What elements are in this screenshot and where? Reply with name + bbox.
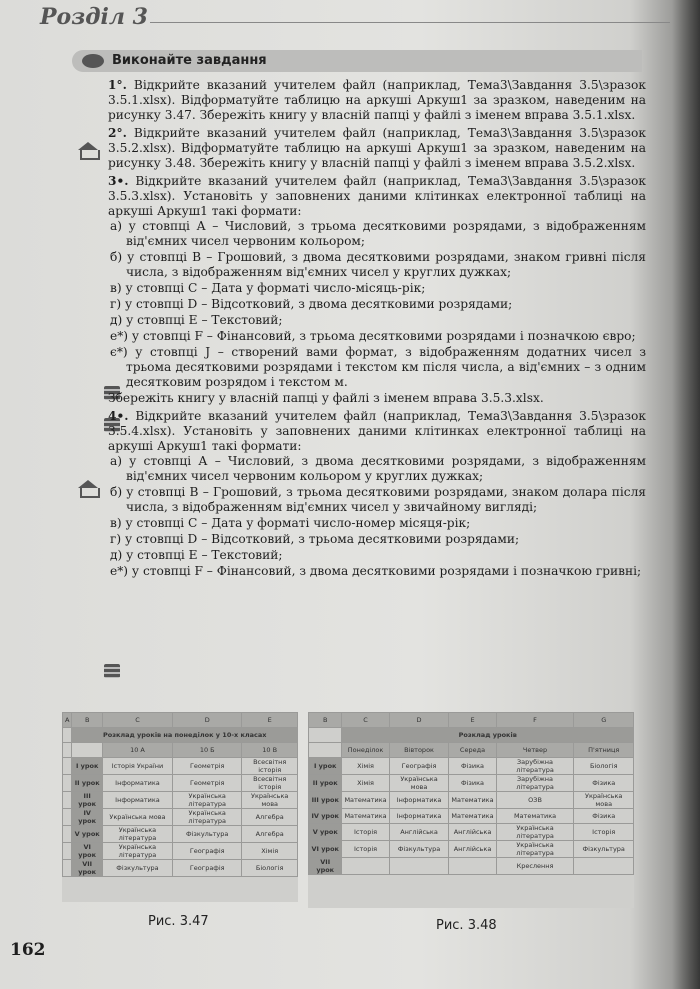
table-row <box>309 809 634 824</box>
table-cell: П'ятниця <box>574 743 634 758</box>
table-cell <box>309 743 342 758</box>
table-cell: Інформатика <box>102 775 172 792</box>
table-cell: Англійська <box>449 841 496 858</box>
table-cell: ІІІ урок <box>72 792 102 809</box>
task-3-save: Збережіть книгу у власній папці у файлі з іменем вправа 3.5.3.xlsx. <box>108 391 544 405</box>
table-cell: IV урок <box>72 809 102 826</box>
task-3-item: д) у стовпці Е – Текстовий; <box>110 313 283 327</box>
table-cell: І урок <box>309 758 342 775</box>
task-2: 2°. Відкрийте вказаний учителем файл (наприклад, Тема3\Завдання 3.5\зразок 3.5.2.xlsx). Відформатуйте таблицю на аркуші Аркуш1 за зразком, наведеним на рисунку 3.48. Збережіть книгу у власній папці у файлі з іменем вправа 3.5.2.xlsx. <box>108 126 646 170</box>
table-cell: Інформатика <box>102 792 172 809</box>
table-cell <box>63 792 72 809</box>
table-cell: Інформатика <box>389 792 449 809</box>
table-cell: Фізика <box>574 809 634 824</box>
table-cell: Математика <box>449 809 496 824</box>
task-3-item: е*) у стовпці F – Фінансовий, з трьома десятковими розрядами і позначкою євро; <box>110 329 636 343</box>
table-cell: V урок <box>309 824 342 841</box>
header-rule <box>150 22 670 23</box>
table-cell: Біологія <box>242 860 298 877</box>
home-icon <box>80 488 100 498</box>
caption-3-48: Рис. 3.48 <box>436 918 497 933</box>
table-row <box>63 809 298 826</box>
table-cell: Математика <box>342 809 389 824</box>
table-cell: Українська мова <box>389 775 449 792</box>
table-cell <box>309 728 342 743</box>
table-cell: Хімія <box>242 843 298 860</box>
table-cell: Геометрія <box>173 758 242 775</box>
caption-3-47: Рис. 3.47 <box>148 914 209 929</box>
table-row <box>309 858 634 875</box>
table-cell <box>63 843 72 860</box>
table-cell: VII урок <box>309 858 342 875</box>
table-cell: Географія <box>389 758 449 775</box>
table-cell: Зарубіжна література <box>496 775 574 792</box>
table-row <box>309 841 634 858</box>
table-cell: Українська мова <box>102 809 172 826</box>
table-row <box>63 713 298 728</box>
table-cell <box>63 860 72 877</box>
task-4-item: а) у стовпці А – Числовий, з двома десятковими розрядами, з відображенням від'ємних чисел червоним кольором у круглих дужках; <box>110 454 646 483</box>
table-cell: Історія <box>342 841 389 858</box>
leaf-icon <box>82 54 104 68</box>
table-cell: Англійська <box>389 824 449 841</box>
table-row <box>309 792 634 809</box>
table-cell: Українська література <box>496 841 574 858</box>
table-row <box>63 743 298 758</box>
task-4-item: б) у стовпці В – Грошовий, з трьома десятковими розрядами, знаком долара після числа, з відображенням від'ємних чисел у звичайному вигляді; <box>110 485 646 514</box>
task-4-item: д) у стовпці Е – Текстовий; <box>110 548 283 562</box>
table-row <box>63 860 298 877</box>
table-cell: ІІ урок <box>309 775 342 792</box>
table-cell: Українська мова <box>574 792 634 809</box>
table-cell: Українська література <box>496 824 574 841</box>
table-cell: 10 Б <box>173 743 242 758</box>
table-cell: Інформатика <box>389 809 449 824</box>
table-cell: Математика <box>342 792 389 809</box>
table-cell <box>574 858 634 875</box>
table-cell: Математика <box>449 792 496 809</box>
table-cell: ОЗВ <box>496 792 574 809</box>
tasks-banner-label: Виконайте завдання <box>112 53 267 68</box>
table-row <box>63 775 298 792</box>
table-row <box>309 743 634 758</box>
table-cell: Історія України <box>102 758 172 775</box>
table-cell <box>449 858 496 875</box>
page-number: 162 <box>10 940 46 960</box>
table-cell: ІІ урок <box>72 775 102 792</box>
table-cell: Біологія <box>574 758 634 775</box>
table-cell: Креслення <box>496 858 574 875</box>
task-3-item: а) у стовпці А – Числовий, з трьома десятковими розрядами, з відображенням від'ємних чисел червоним кольором; <box>110 219 646 248</box>
table-cell: D <box>389 713 449 728</box>
section-title: Розділ 3 <box>40 4 148 30</box>
table-cell: Фізкультура <box>102 860 172 877</box>
table-cell <box>63 809 72 826</box>
table-row <box>63 758 298 775</box>
table-cell: Геометрія <box>173 775 242 792</box>
table-cell <box>63 743 72 758</box>
table-row <box>63 826 298 843</box>
table-cell: Фізкультура <box>389 841 449 858</box>
table-cell: E <box>449 713 496 728</box>
table-cell: Розклад уроків <box>342 728 634 743</box>
table-cell: A <box>63 713 72 728</box>
home-icon <box>80 150 100 160</box>
table-cell: Українська література <box>173 809 242 826</box>
table-cell: Англійська <box>449 824 496 841</box>
table-cell: Фізика <box>449 775 496 792</box>
task-3: 3•. Відкрийте вказаний учителем файл (наприклад, Тема3\Завдання 3.5\зразок 3.5.3.xlsx). Установіть у заповнених даними клітинках електронної таблиці на аркуші Аркуш1 такі формати: <box>108 174 646 218</box>
table-cell: Українська література <box>102 843 172 860</box>
table-row <box>309 728 634 743</box>
table-cell: Фізкультура <box>574 841 634 858</box>
table-cell: Фізика <box>449 758 496 775</box>
table-cell: ІІІ урок <box>309 792 342 809</box>
table-cell: Фізкультура <box>173 826 242 843</box>
task-3-item: г) у стовпці D – Відсотковий, з двома десятковими розрядами; <box>110 297 513 311</box>
table-cell: Хімія <box>342 758 389 775</box>
table-cell: C <box>102 713 172 728</box>
table-cell: IV урок <box>309 809 342 824</box>
table-row <box>309 713 634 728</box>
table-cell: VII урок <box>72 860 102 877</box>
tasks-banner <box>72 50 642 72</box>
table-cell: 10 В <box>242 743 298 758</box>
table-cell: Географія <box>173 843 242 860</box>
table-cell <box>63 728 72 743</box>
table-cell: Хімія <box>342 775 389 792</box>
table-cell: VI урок <box>309 841 342 858</box>
table-cell: Понеділок <box>342 743 389 758</box>
table-cell: VI урок <box>72 843 102 860</box>
table-cell: Вівторок <box>389 743 449 758</box>
task-3-item: б) у стовпці В – Грошовий, з двома десятковими розрядами, знаком гривні після числа, з відображенням від'ємних чисел у круглих дужках; <box>110 250 646 279</box>
table-cell <box>63 758 72 775</box>
table-row <box>63 792 298 809</box>
table-cell: B <box>72 713 102 728</box>
table-cell: Середа <box>449 743 496 758</box>
task-4-item: в) у стовпці С – Дата у форматі число-номер місяця-рік; <box>110 516 471 530</box>
table-cell: D <box>173 713 242 728</box>
table-cell: Історія <box>342 824 389 841</box>
table-cell <box>389 858 449 875</box>
task-1: 1°. Відкрийте вказаний учителем файл (наприклад, Тема3\Завдання 3.5\зразок 3.5.1.xlsx). Відформатуйте таблицю на аркуші Аркуш1 за зразком, наведеним на рисунку 3.47. Збережіть книгу у власній папці у файлі з іменем вправа 3.5.1.xlsx. <box>108 78 646 122</box>
table-cell <box>72 743 102 758</box>
task-4-item: г) у стовпці D – Відсотковий, з трьома десятковими розрядами; <box>110 532 520 546</box>
table-row <box>63 728 298 743</box>
table-cell: Всесвітня історія <box>242 758 298 775</box>
table-cell <box>63 826 72 843</box>
table-cell <box>63 775 72 792</box>
table-cell: F <box>496 713 574 728</box>
task-4-item: е*) у стовпці F – Фінансовий, з двома десятковими розрядами і позначкою гривні; <box>110 564 642 578</box>
table-cell: B <box>309 713 342 728</box>
table-cell: E <box>242 713 298 728</box>
table-cell: Українська мова <box>242 792 298 809</box>
table-cell: Зарубіжна література <box>496 758 574 775</box>
table-cell: G <box>574 713 634 728</box>
task-3-item: є*) у стовпці J – створений вами формат, з відображенням додатних чисел з трьома десятковими розрядами і текстом км після числа, а від'ємних – з одним десятковим розрядом і текстом м. <box>110 345 646 389</box>
table-cell: Українська література <box>102 826 172 843</box>
table-cell: Фізика <box>574 775 634 792</box>
books-icon <box>104 664 120 678</box>
table-cell: C <box>342 713 389 728</box>
table-cell <box>342 858 389 875</box>
table-cell: Географія <box>173 860 242 877</box>
task-3-item: в) у стовпці С – Дата у форматі число-місяць-рік; <box>110 281 426 295</box>
figure-3-47 <box>62 712 298 902</box>
table-row <box>309 824 634 841</box>
tasks-body <box>108 78 646 580</box>
table-cell: Історія <box>574 824 634 841</box>
table-cell: Четвер <box>496 743 574 758</box>
task-4: 4•. Відкрийте вказаний учителем файл (наприклад, Тема3\Завдання 3.5\зразок 3.5.4.xlsx). Установіть у заповнених даними клітинках електронної таблиці на аркуші Аркуш1 такі формати: <box>108 409 646 453</box>
table-cell: І урок <box>72 758 102 775</box>
figure-3-48 <box>308 712 634 908</box>
table-cell: Всесвітня історія <box>242 775 298 792</box>
table-cell: 10 А <box>102 743 172 758</box>
table-row <box>309 775 634 792</box>
page-edge-shadow <box>672 0 700 989</box>
table-row <box>63 843 298 860</box>
table-cell: V урок <box>72 826 102 843</box>
table-cell: Алгебра <box>242 826 298 843</box>
table-cell: Математика <box>496 809 574 824</box>
table-cell: Розклад уроків на понеділок у 10-х класах <box>72 728 298 743</box>
table-cell: Алгебра <box>242 809 298 826</box>
table-cell: Українська література <box>173 792 242 809</box>
table-row <box>309 758 634 775</box>
